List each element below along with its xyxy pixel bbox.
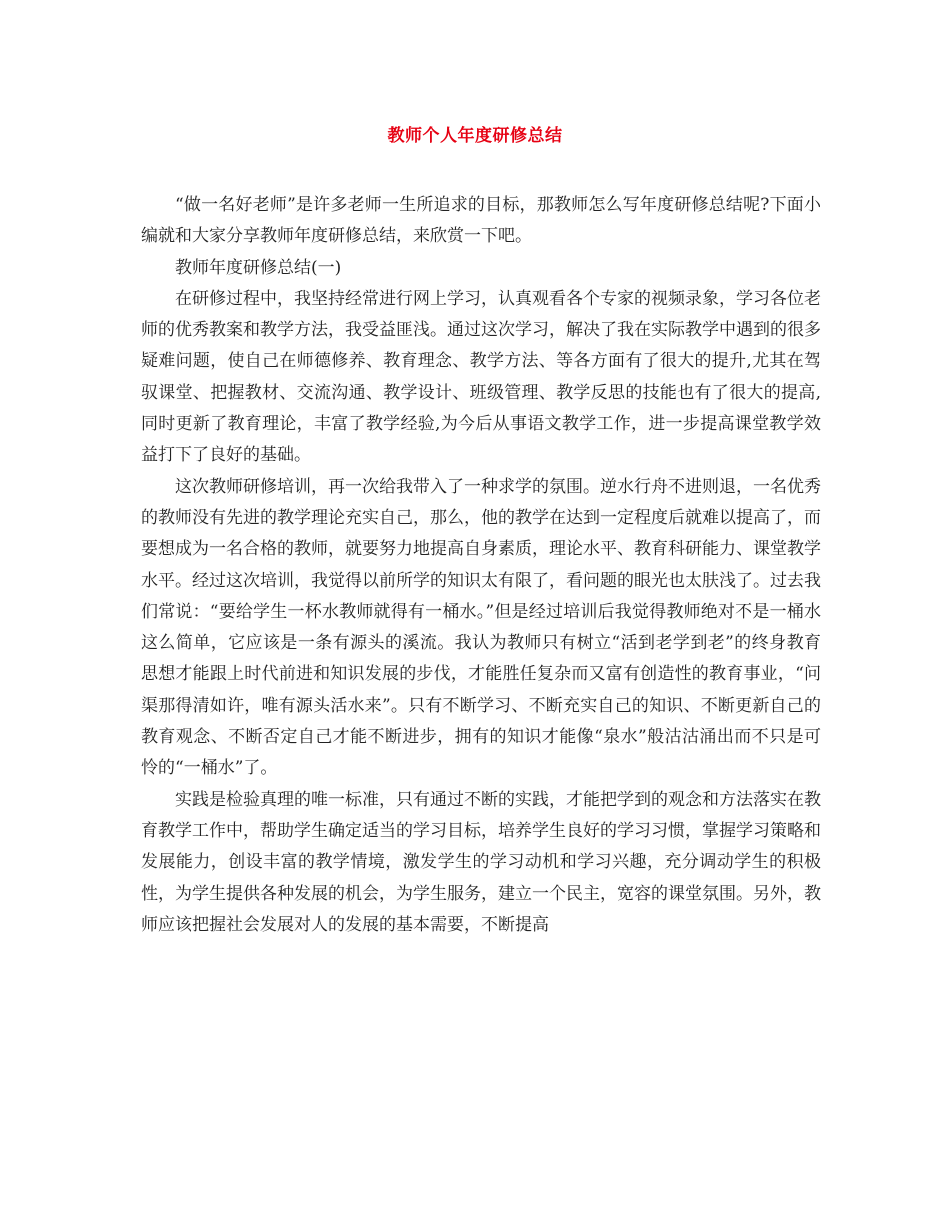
body-paragraph-2: 这次教师研修培训，再一次给我带入了一种求学的氛围。逆水行舟不进则退，一名优秀的教师没有先进的教学理论充实自己，那么，他的教学在达到一定程度后就难以提高了，而要想成为一名合格的教师，就要努力地提高自身素质，理论水平、教育科研能力、课堂教学水平。经过这次培训，我觉得以前所学的知识太有限了，看问题的眼光也太肤浅了。过去我们常说：“要给学生一杯水教师就得有一桶水。”但是经过培训后我觉得教师绝对不是一桶水这么简单，它应该是一条有源头的溪流。我认为教师只有树立“活到老学到老”的终身教育思想才能跟上时代前进和知识发展的步伐，才能胜任复杂而又富有创造性的教育事业，“问渠那得清如许，唯有源头活水来”。只有不断学习、不断充实自己的知识、不断更新自己的教育观念、不断否定自己才能不断进步，拥有的知识才能像“泉水”般沽沽涌出而不只是可怜的“一桶水”了。: [141, 476, 821, 779]
section-heading: 教师年度研修总结(一): [175, 257, 342, 278]
document-body: [141, 190, 821, 941]
intro-paragraph: “做一名好老师”是许多老师一生所追求的目标，那教师怎么写年度研修总结呢?下面小编就和大家分享教师年度研修总结，来欣赏一下吧。: [141, 195, 821, 247]
body-paragraph-3: 实践是检验真理的唯一标准，只有通过不断的实践，才能把学到的观念和方法落实在教育教学工作中，帮助学生确定适当的学习目标，培养学生良好的学习习惯，掌握学习策略和发展能力，创设丰富的教学情境，激发学生的学习动机和学习兴趣，充分调动学生的积极性，为学生提供各种发展的机会，为学生服务，建立一个民主，宽容的课堂氛围。另外，教师应该把握社会发展对人的发展的基本需要，不断提高: [141, 789, 821, 935]
body-paragraph-1: 在研修过程中，我坚持经常进行网上学习，认真观看各个专家的视频录象，学习各位老师的优秀教案和教学方法，我受益匪浅。通过这次学习，解决了我在实际教学中遇到的很多疑难问题，使自己在师德修养、教育理念、教学方法、等各方面有了很大的提升,尤其在驾驭课堂、把握教材、交流沟通、教学设计、班级管理、教学反思的技能也有了很大的提高,同时更新了教育理论，丰富了教学经验,为今后从事语文教学工作，进一步提高课堂教学效益打下了良好的基础。: [141, 288, 821, 466]
document-title: 教师个人年度研修总结: [387, 126, 563, 146]
